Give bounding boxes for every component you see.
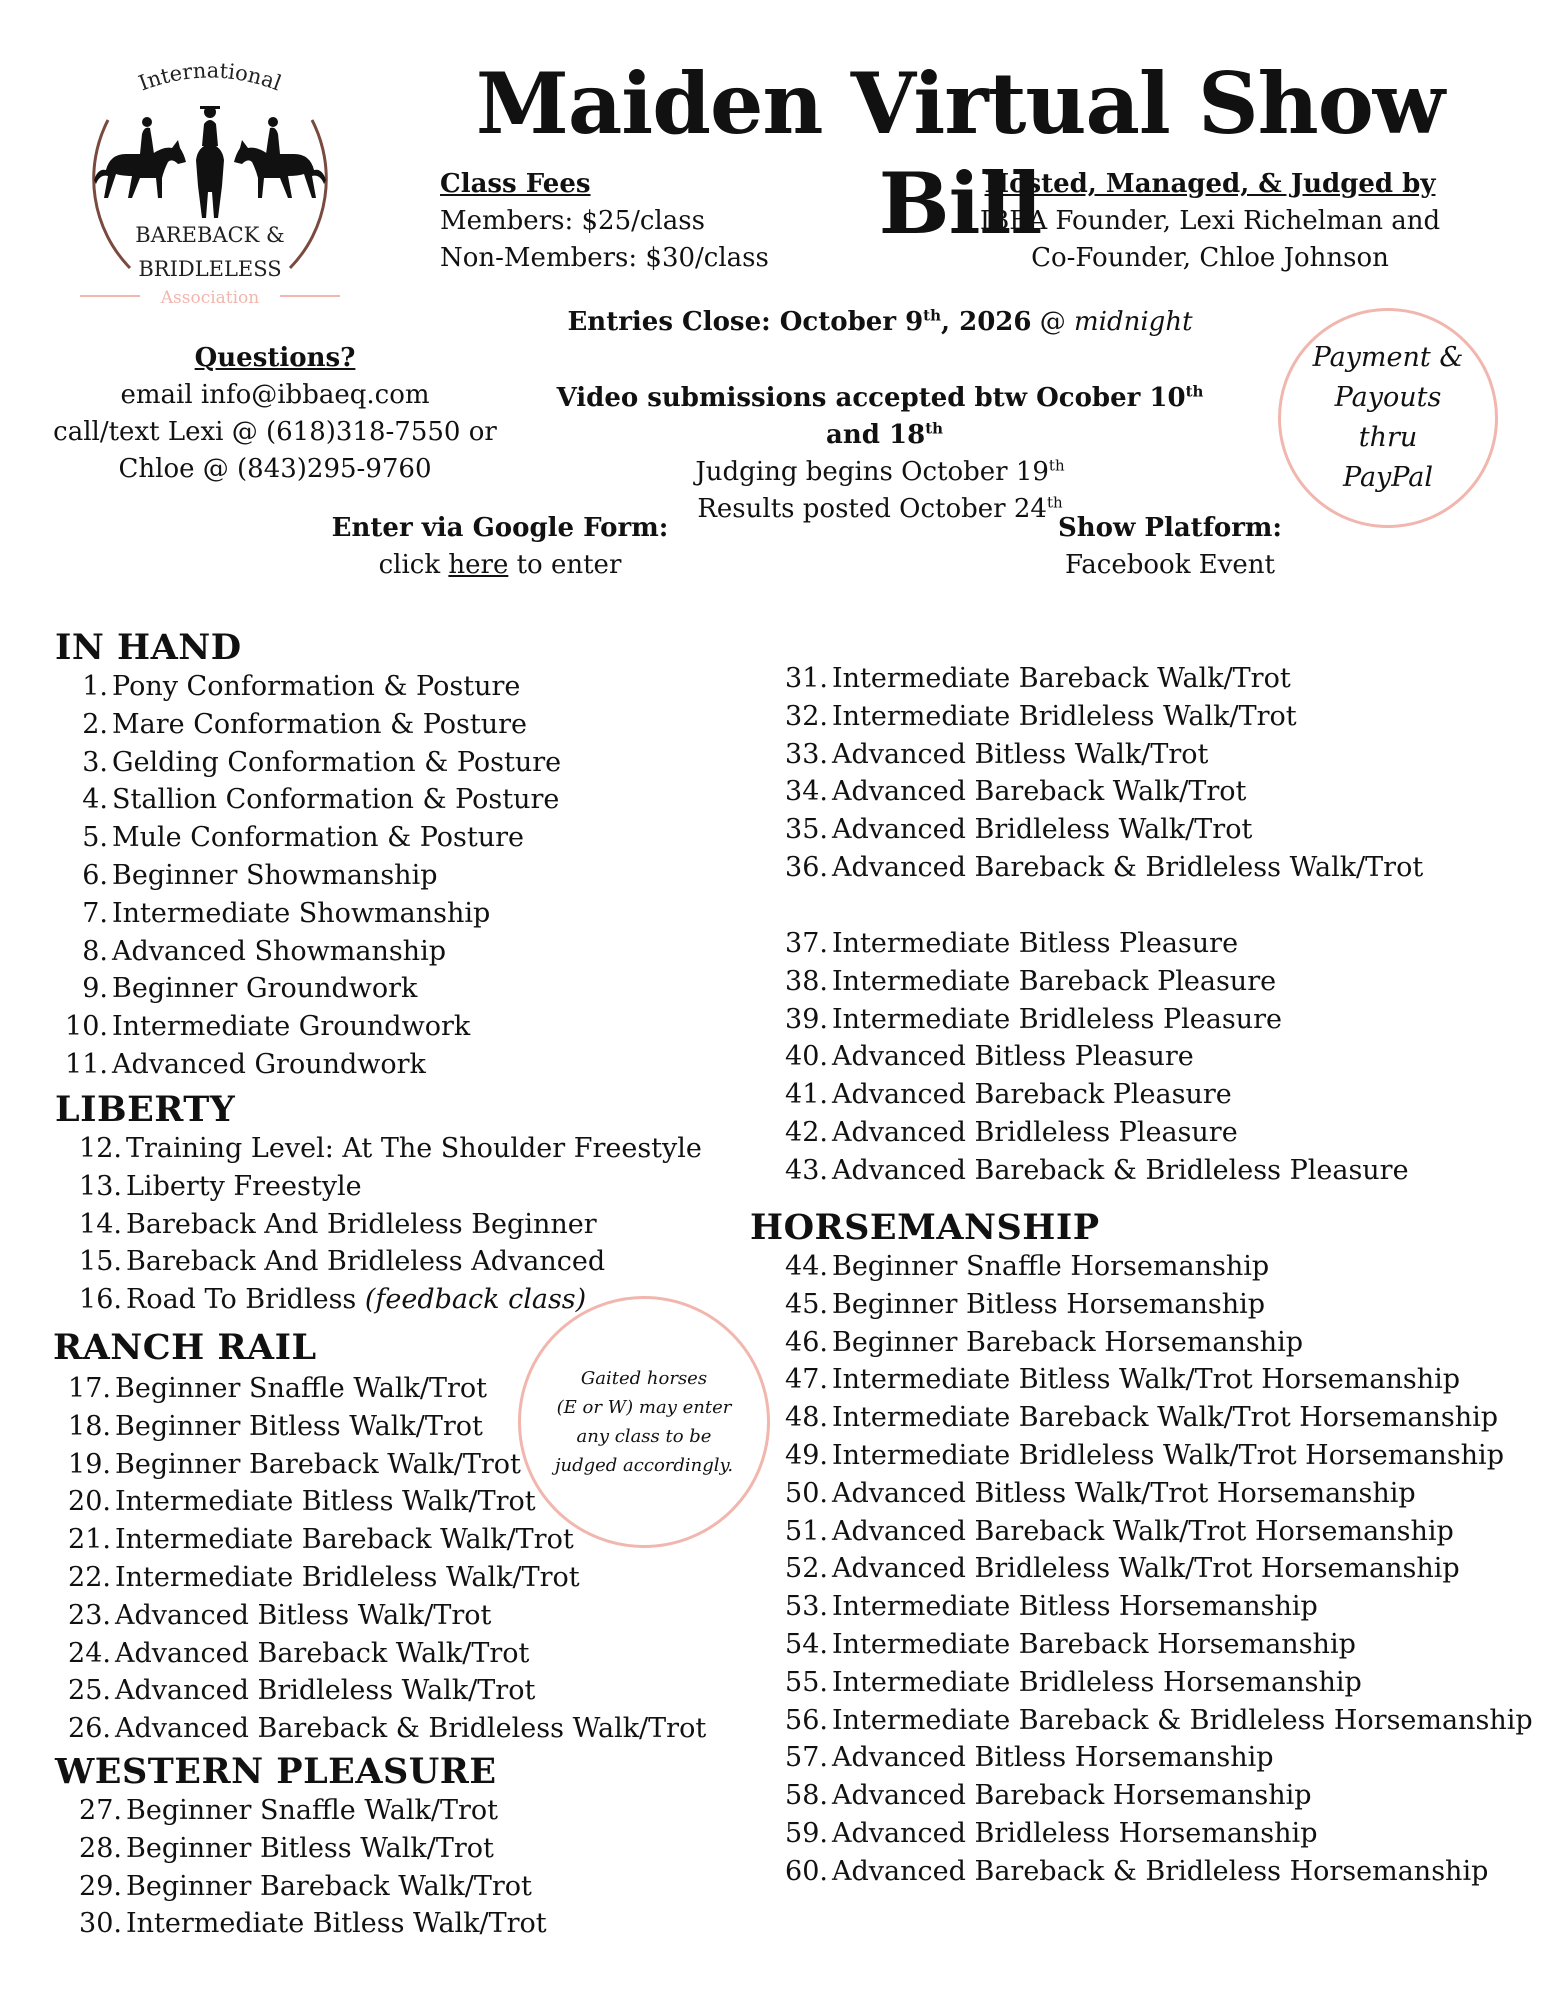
class-number: 9. bbox=[82, 973, 108, 1005]
section-in-hand: IN HAND bbox=[55, 627, 242, 668]
class-item bbox=[762, 660, 1423, 698]
class-number: 40. bbox=[785, 1041, 828, 1073]
class-item bbox=[56, 744, 561, 782]
class-item bbox=[56, 1868, 547, 1906]
class-number: 6. bbox=[82, 859, 108, 891]
class-number: 47. bbox=[785, 1364, 828, 1396]
class-name: Advanced Bridleless Walk/Trot Horsemanship bbox=[832, 1553, 1460, 1585]
enter-line: click here to enter bbox=[378, 550, 622, 580]
questions-lexi: call/text Lexi @ (618)318-7550 or bbox=[53, 417, 497, 447]
class-name: Training Level: At The Shoulder Freestyle bbox=[126, 1133, 702, 1164]
class-number: 54. bbox=[785, 1628, 828, 1660]
class-name: Beginner Bareback Walk/Trot bbox=[115, 1448, 521, 1480]
class-item bbox=[762, 1626, 1533, 1664]
class-number: 33. bbox=[785, 738, 828, 770]
class-name: Advanced Bareback & Bridleless Walk/Trot bbox=[832, 851, 1424, 883]
class-name: Intermediate Bridleless Walk/Trot bbox=[832, 700, 1297, 732]
class-number: 22. bbox=[68, 1561, 111, 1593]
class-item bbox=[56, 1243, 702, 1281]
class-name: Intermediate Bitless Horsemanship bbox=[832, 1591, 1318, 1623]
class-number: 20. bbox=[68, 1486, 111, 1518]
class-number: 31. bbox=[785, 663, 828, 694]
class-name: Advanced Bareback Horsemanship bbox=[832, 1780, 1312, 1812]
class-name: Advanced Bitless Walk/Trot bbox=[832, 738, 1209, 770]
logo-line1: BAREBACK & bbox=[135, 223, 285, 247]
class-name: Intermediate Bareback Walk/Trot bbox=[832, 663, 1291, 694]
class-name: Intermediate Bitless Pleasure bbox=[832, 928, 1239, 959]
class-item bbox=[762, 1324, 1533, 1362]
class-item bbox=[56, 1130, 702, 1168]
class-item bbox=[762, 1815, 1533, 1853]
class-number: 27. bbox=[79, 1795, 122, 1826]
class-item bbox=[762, 811, 1423, 849]
class-name: Beginner Snaffle Walk/Trot bbox=[115, 1373, 487, 1404]
class-number: 30. bbox=[79, 1908, 122, 1940]
class-name: Advanced Bareback Walk/Trot bbox=[832, 776, 1247, 808]
class-name: Advanced Showmanship bbox=[112, 935, 446, 967]
class-number: 56. bbox=[785, 1704, 828, 1736]
class-name: Advanced Bareback & Bridleless Walk/Trot bbox=[115, 1713, 707, 1745]
questions-heading: Questions? bbox=[194, 343, 356, 373]
class-number: 26. bbox=[68, 1713, 111, 1745]
class-name: Liberty Freestyle bbox=[126, 1170, 362, 1202]
class-name: Intermediate Bridleless Horsemanship bbox=[832, 1666, 1362, 1698]
show-platform bbox=[1000, 510, 1340, 584]
section-horsemanship: HORSEMANSHIP bbox=[750, 1207, 1100, 1248]
class-number: 19. bbox=[68, 1448, 111, 1480]
class-number: 34. bbox=[785, 776, 828, 808]
class-item bbox=[762, 1152, 1409, 1190]
class-item bbox=[56, 1046, 561, 1084]
class-number: 48. bbox=[785, 1402, 828, 1434]
class-number: 59. bbox=[785, 1817, 828, 1849]
class-item bbox=[56, 1672, 706, 1710]
class-item bbox=[56, 1206, 702, 1244]
class-name: Advanced Bridleless Pleasure bbox=[832, 1116, 1238, 1148]
class-number: 35. bbox=[785, 814, 828, 846]
class-item bbox=[762, 1853, 1533, 1891]
class-name: Beginner Bitless Walk/Trot bbox=[115, 1410, 483, 1442]
class-number: 45. bbox=[785, 1288, 828, 1320]
class-item bbox=[56, 1710, 706, 1748]
class-item bbox=[762, 1399, 1533, 1437]
class-item bbox=[56, 1905, 547, 1943]
class-number: 13. bbox=[79, 1170, 122, 1202]
western-pleasure-list-left bbox=[56, 1792, 547, 1943]
class-number: 41. bbox=[785, 1079, 828, 1111]
class-number: 12. bbox=[79, 1133, 122, 1164]
class-item bbox=[56, 857, 561, 895]
class-name: Advanced Bitless Pleasure bbox=[832, 1041, 1194, 1073]
class-item bbox=[762, 1550, 1533, 1588]
class-fees-heading: Class Fees bbox=[440, 169, 591, 199]
hosted-heading: Hosted, Managed, & Judged by bbox=[984, 169, 1436, 199]
payment-badge: Payment & Payouts thru PayPal bbox=[1278, 308, 1498, 528]
class-item bbox=[56, 781, 561, 819]
entries-close-label: Entries Close: October 9 bbox=[567, 307, 924, 337]
class-note: (feedback class) bbox=[364, 1284, 587, 1316]
class-name: Intermediate Bitless Walk/Trot bbox=[126, 1908, 547, 1940]
entries-close-time: midnight bbox=[1074, 307, 1193, 337]
class-item bbox=[762, 1361, 1533, 1399]
judging-begins: Judging begins October 19th bbox=[695, 456, 1065, 487]
class-item bbox=[56, 895, 561, 933]
questions-email[interactable]: email info@ibbaeq.com bbox=[120, 380, 430, 410]
class-name: Intermediate Bareback Pleasure bbox=[832, 965, 1277, 997]
class-name: Advanced Groundwork bbox=[112, 1048, 426, 1080]
class-number: 44. bbox=[785, 1251, 828, 1282]
class-name: Advanced Bareback Walk/Trot bbox=[115, 1637, 530, 1669]
class-item bbox=[762, 773, 1423, 811]
class-name: Advanced Bridleless Walk/Trot bbox=[832, 814, 1253, 846]
class-name: Intermediate Bridleless Walk/Trot bbox=[115, 1561, 580, 1593]
class-name: Advanced Bareback & Bridleless Horsemanship bbox=[832, 1855, 1489, 1887]
class-name: Road To Bridless (feedback class) bbox=[126, 1284, 587, 1316]
platform-value[interactable]: Facebook Event bbox=[1065, 550, 1275, 580]
class-item bbox=[762, 698, 1423, 736]
logo-line2: BRIDLELESS bbox=[138, 257, 282, 281]
liberty-list bbox=[56, 1130, 702, 1319]
class-number: 1. bbox=[82, 671, 108, 702]
class-name: Advanced Bridleless Walk/Trot bbox=[115, 1675, 536, 1707]
class-name: Beginner Groundwork bbox=[112, 973, 418, 1005]
class-number: 10. bbox=[65, 1011, 108, 1043]
class-number: 21. bbox=[68, 1524, 111, 1556]
class-item bbox=[762, 1114, 1409, 1152]
class-item bbox=[762, 1513, 1533, 1551]
class-name: Intermediate Bitless Walk/Trot bbox=[115, 1486, 536, 1518]
page-title: Maiden Virtual Show Bill bbox=[475, 54, 1445, 253]
section-western-pleasure: WESTERN PLEASURE bbox=[55, 1751, 497, 1792]
class-item bbox=[56, 819, 561, 857]
video-submissions: Video submissions accepted btw Ocober 10th and 18th bbox=[556, 382, 1204, 450]
class-item bbox=[762, 1437, 1533, 1475]
class-item bbox=[56, 1597, 706, 1635]
class-item bbox=[762, 1702, 1533, 1740]
class-name: Intermediate Bitless Walk/Trot Horsemanship bbox=[832, 1364, 1461, 1396]
western-pleasure-list-right-b bbox=[762, 925, 1409, 1190]
class-number: 51. bbox=[785, 1515, 828, 1547]
class-number: 55. bbox=[785, 1666, 828, 1698]
class-number: 46. bbox=[785, 1326, 828, 1358]
class-name: Beginner Snaffle Walk/Trot bbox=[126, 1795, 498, 1826]
class-number: 36. bbox=[785, 851, 828, 883]
platform-heading: Show Platform: bbox=[1057, 513, 1283, 543]
nonmembers-fee: Non-Members: $30/class bbox=[440, 243, 769, 273]
class-number: 50. bbox=[785, 1477, 828, 1509]
class-name: Advanced Bareback & Bridleless Pleasure bbox=[832, 1154, 1409, 1186]
class-number: 38. bbox=[785, 965, 828, 997]
class-number: 8. bbox=[82, 935, 108, 967]
class-name: Intermediate Bareback & Bridleless Horsemanship bbox=[832, 1704, 1533, 1736]
class-number: 11. bbox=[65, 1048, 108, 1080]
section-liberty: LIBERTY bbox=[55, 1089, 236, 1130]
class-item bbox=[56, 1008, 561, 1046]
logo-arc-text: International bbox=[135, 58, 285, 96]
class-item bbox=[762, 1248, 1533, 1286]
class-item bbox=[56, 933, 561, 971]
class-name: Bareback And Bridleless Advanced bbox=[126, 1246, 606, 1278]
class-name: Advanced Bareback Walk/Trot Horsemanship bbox=[832, 1515, 1454, 1547]
class-number: 23. bbox=[68, 1599, 111, 1631]
class-name: Advanced Bridleless Horsemanship bbox=[832, 1817, 1318, 1849]
class-number: 16. bbox=[79, 1284, 122, 1316]
in-hand-list bbox=[56, 668, 561, 1084]
class-number: 24. bbox=[68, 1637, 111, 1669]
class-item bbox=[56, 1792, 547, 1830]
class-number: 57. bbox=[785, 1742, 828, 1774]
class-name: Intermediate Bareback Walk/Trot Horsemanship bbox=[832, 1402, 1499, 1434]
class-name: Intermediate Bridleless Pleasure bbox=[832, 1003, 1282, 1035]
horse-riders-icon bbox=[94, 106, 326, 218]
class-name: Intermediate Groundwork bbox=[112, 1011, 471, 1043]
class-item bbox=[762, 849, 1423, 887]
questions-chloe: Chloe @ (843)295-9760 bbox=[118, 454, 432, 484]
class-item bbox=[56, 706, 561, 744]
class-name: Advanced Bitless Walk/Trot bbox=[115, 1599, 492, 1631]
section-ranch-rail: RANCH RAIL bbox=[53, 1327, 317, 1368]
class-fees bbox=[440, 166, 860, 277]
class-number: 7. bbox=[82, 897, 108, 929]
class-number: 5. bbox=[82, 822, 108, 854]
entries-close bbox=[500, 304, 1260, 341]
western-pleasure-list-right-a bbox=[762, 660, 1423, 887]
results-posted: Results posted October 24th bbox=[697, 493, 1063, 524]
class-item bbox=[762, 1777, 1533, 1815]
class-number: 43. bbox=[785, 1154, 828, 1186]
class-name: Advanced Bareback Pleasure bbox=[832, 1079, 1232, 1111]
enter-heading: Enter via Google Form: bbox=[331, 513, 669, 543]
class-number: 25. bbox=[68, 1675, 111, 1707]
class-item bbox=[762, 1286, 1533, 1324]
class-name: Beginner Snaffle Horsemanship bbox=[832, 1251, 1270, 1282]
class-item bbox=[762, 1739, 1533, 1777]
class-item bbox=[762, 736, 1423, 774]
class-name: Stallion Conformation & Posture bbox=[112, 784, 560, 816]
logo-line3: Association bbox=[160, 288, 260, 308]
class-name: Mare Conformation & Posture bbox=[112, 708, 528, 740]
class-name: Advanced Bitless Walk/Trot Horsemanship bbox=[832, 1477, 1416, 1509]
hosted-line2: Co-Founder, Chloe Johnson bbox=[1031, 243, 1389, 273]
class-number: 60. bbox=[785, 1855, 828, 1887]
class-item bbox=[762, 1475, 1533, 1513]
class-number: 2. bbox=[82, 708, 108, 740]
class-name: Intermediate Bareback Horsemanship bbox=[832, 1628, 1356, 1660]
hosted-line1: IBBA Founder, Lexi Richelman and bbox=[979, 206, 1441, 236]
class-number: 28. bbox=[79, 1832, 122, 1864]
class-item bbox=[56, 970, 561, 1008]
class-number: 17. bbox=[68, 1373, 111, 1404]
questions bbox=[40, 340, 510, 488]
class-name: Bareback And Bridleless Beginner bbox=[126, 1208, 597, 1240]
class-number: 37. bbox=[785, 928, 828, 959]
class-number: 52. bbox=[785, 1553, 828, 1585]
class-item bbox=[762, 1038, 1409, 1076]
class-name: Mule Conformation & Posture bbox=[112, 822, 525, 854]
class-item bbox=[56, 1559, 706, 1597]
class-name: Beginner Showmanship bbox=[112, 859, 438, 891]
entries-close-year: , 2026 bbox=[941, 307, 1032, 337]
class-name: Beginner Bareback Walk/Trot bbox=[126, 1870, 532, 1902]
schedule bbox=[500, 380, 1260, 528]
class-name: Beginner Bareback Horsemanship bbox=[832, 1326, 1304, 1358]
class-number: 53. bbox=[785, 1591, 828, 1623]
class-name: Beginner Bitless Horsemanship bbox=[832, 1288, 1266, 1320]
class-number: 42. bbox=[785, 1116, 828, 1148]
class-item bbox=[762, 1001, 1409, 1039]
members-fee: Members: $25/class bbox=[440, 206, 705, 236]
class-number: 14. bbox=[79, 1208, 122, 1240]
class-item bbox=[762, 1588, 1533, 1626]
class-name: Intermediate Bridleless Walk/Trot Horsemanship bbox=[832, 1439, 1504, 1471]
class-name: Intermediate Bareback Walk/Trot bbox=[115, 1524, 574, 1556]
class-number: 18. bbox=[68, 1410, 111, 1442]
class-number: 15. bbox=[79, 1246, 122, 1278]
class-item bbox=[762, 925, 1409, 963]
class-number: 29. bbox=[79, 1870, 122, 1902]
entries-close-sup: th bbox=[923, 306, 941, 325]
class-number: 49. bbox=[785, 1439, 828, 1471]
class-item bbox=[56, 1830, 547, 1868]
class-number: 3. bbox=[82, 746, 108, 778]
class-name: Advanced Bitless Horsemanship bbox=[832, 1742, 1274, 1774]
class-name: Intermediate Showmanship bbox=[112, 897, 491, 929]
enter-via-form bbox=[280, 510, 720, 584]
class-number: 58. bbox=[785, 1780, 828, 1812]
class-item bbox=[56, 1635, 706, 1673]
class-name: Pony Conformation & Posture bbox=[112, 671, 521, 702]
horsemanship-list bbox=[762, 1248, 1533, 1891]
ibba-logo bbox=[70, 50, 350, 320]
gaited-horses-note: Gaited horses (E or W) may enter any class to be judged accordingly. bbox=[518, 1296, 770, 1548]
entries-close-at: @ bbox=[1031, 307, 1074, 337]
class-name: Gelding Conformation & Posture bbox=[112, 746, 562, 778]
class-number: 4. bbox=[82, 784, 108, 816]
class-item bbox=[56, 1168, 702, 1206]
class-item bbox=[762, 1664, 1533, 1702]
class-name: Beginner Bitless Walk/Trot bbox=[126, 1832, 494, 1864]
class-item bbox=[762, 1076, 1409, 1114]
hosted-by bbox=[960, 166, 1460, 277]
class-number: 39. bbox=[785, 1003, 828, 1035]
class-number: 32. bbox=[785, 700, 828, 732]
class-item bbox=[762, 963, 1409, 1001]
class-item bbox=[56, 668, 561, 706]
enter-here-link[interactable]: here bbox=[448, 550, 509, 580]
